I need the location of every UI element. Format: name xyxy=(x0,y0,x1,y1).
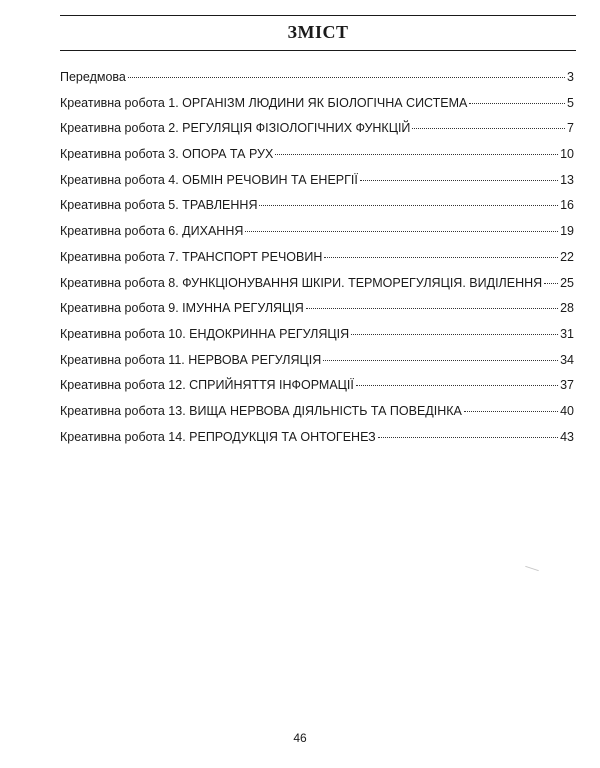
toc-entry-title: Креативна робота 5. ТРАВЛЕННЯ xyxy=(60,198,258,213)
page-number: 46 xyxy=(293,731,307,745)
toc-entry[interactable] xyxy=(60,378,574,404)
toc-dot-leader xyxy=(378,437,558,438)
toc-entry-title: Креативна робота 11. НЕРВОВА РЕГУЛЯЦІЯ xyxy=(60,352,322,367)
toc-entry[interactable] xyxy=(60,173,574,199)
toc-dot-leader xyxy=(464,411,558,412)
header-bottom-rule xyxy=(60,50,576,51)
toc-entry-title: Креативна робота 12. СПРИЙНЯТТЯ ІНФОРМАЦІЇ xyxy=(60,378,354,393)
toc-dot-leader xyxy=(245,231,558,232)
toc-entry-title: Креативна робота 1. ОРГАНІЗМ ЛЮДИНИ ЯК БІОЛОГІЧНА СИСТЕМА xyxy=(60,95,468,110)
toc-entry[interactable] xyxy=(60,147,574,173)
toc-entry[interactable] xyxy=(60,430,574,456)
toc-entry-page-number: 37 xyxy=(560,378,574,393)
toc-entry-page-number: 5 xyxy=(567,95,574,110)
toc-entry-page-number: 25 xyxy=(560,275,574,290)
toc-entry-page-number: 7 xyxy=(567,121,574,136)
toc-dot-leader xyxy=(544,283,558,284)
toc-entry-page-number: 43 xyxy=(560,429,574,444)
toc-entry-title: Креативна робота 9. ІМУННА РЕГУЛЯЦІЯ xyxy=(60,301,304,316)
toc-entry-page-number: 40 xyxy=(560,403,574,418)
toc-entry[interactable] xyxy=(60,301,574,327)
toc-entry-title: Креативна робота 10. ЕНДОКРИННА РЕГУЛЯЦІЯ xyxy=(60,326,350,341)
toc-entry-title: Креативна робота 4. ОБМІН РЕЧОВИН ТА ЕНЕРГІЇ xyxy=(60,172,358,187)
toc-entry-page-number: 28 xyxy=(560,301,574,316)
header-top-rule xyxy=(60,15,576,16)
toc-entry-page-number: 19 xyxy=(560,224,574,239)
scan-mark xyxy=(525,566,539,571)
toc-entry-title: Креативна робота 6. ДИХАННЯ xyxy=(60,224,244,239)
toc-dot-leader xyxy=(360,180,558,181)
toc-entry[interactable] xyxy=(60,121,574,147)
toc-entry-title: Креативна робота 8. ФУНКЦІОНУВАННЯ ШКІРИ. ТЕРМОРЕГУЛЯЦІЯ. ВИДІЛЕННЯ xyxy=(60,275,543,290)
toc-entry-title: Креативна робота 2. РЕГУЛЯЦІЯ ФІЗІОЛОГІЧНИХ ФУНКЦІЙ xyxy=(60,121,411,136)
toc-dot-leader xyxy=(128,77,565,78)
toc-entry[interactable] xyxy=(60,70,574,96)
toc-dot-leader xyxy=(356,385,558,386)
toc-entry-title: Креативна робота 3. ОПОРА ТА РУХ xyxy=(60,147,274,162)
toc-entry-page-number: 16 xyxy=(560,198,574,213)
toc-dot-leader xyxy=(469,103,565,104)
toc-dot-leader xyxy=(412,128,565,129)
table-of-contents xyxy=(60,70,574,455)
toc-entry[interactable] xyxy=(60,96,574,122)
page-title: ЗМІСТ xyxy=(287,22,349,42)
toc-entry-page-number: 10 xyxy=(560,147,574,162)
toc-dot-leader xyxy=(306,308,558,309)
toc-dot-leader xyxy=(323,360,558,361)
toc-entry-title: Креативна робота 13. ВИЩА НЕРВОВА ДІЯЛЬНІСТЬ ТА ПОВЕДІНКА xyxy=(60,403,462,418)
toc-entry-page-number: 31 xyxy=(560,326,574,341)
toc-dot-leader xyxy=(259,205,558,206)
toc-entry[interactable] xyxy=(60,327,574,353)
toc-dot-leader xyxy=(275,154,558,155)
toc-entry-page-number: 3 xyxy=(567,70,574,84)
toc-entry-title: Креативна робота 7. ТРАНСПОРТ РЕЧОВИН xyxy=(60,249,323,264)
toc-entry-page-number: 13 xyxy=(560,172,574,187)
toc-entry[interactable] xyxy=(60,198,574,224)
toc-entry[interactable] xyxy=(60,404,574,430)
toc-entry-title: Передмова xyxy=(60,70,126,84)
toc-entry-title: Креативна робота 14. РЕПРОДУКЦІЯ ТА ОНТОГЕНЕЗ xyxy=(60,429,376,444)
toc-entry[interactable] xyxy=(60,353,574,379)
toc-dot-leader xyxy=(324,257,558,258)
toc-entry[interactable] xyxy=(60,276,574,302)
toc-entry-page-number: 22 xyxy=(560,249,574,264)
toc-dot-leader xyxy=(351,334,558,335)
toc-entry[interactable] xyxy=(60,250,574,276)
toc-entry[interactable] xyxy=(60,224,574,250)
toc-entry-page-number: 34 xyxy=(560,352,574,367)
